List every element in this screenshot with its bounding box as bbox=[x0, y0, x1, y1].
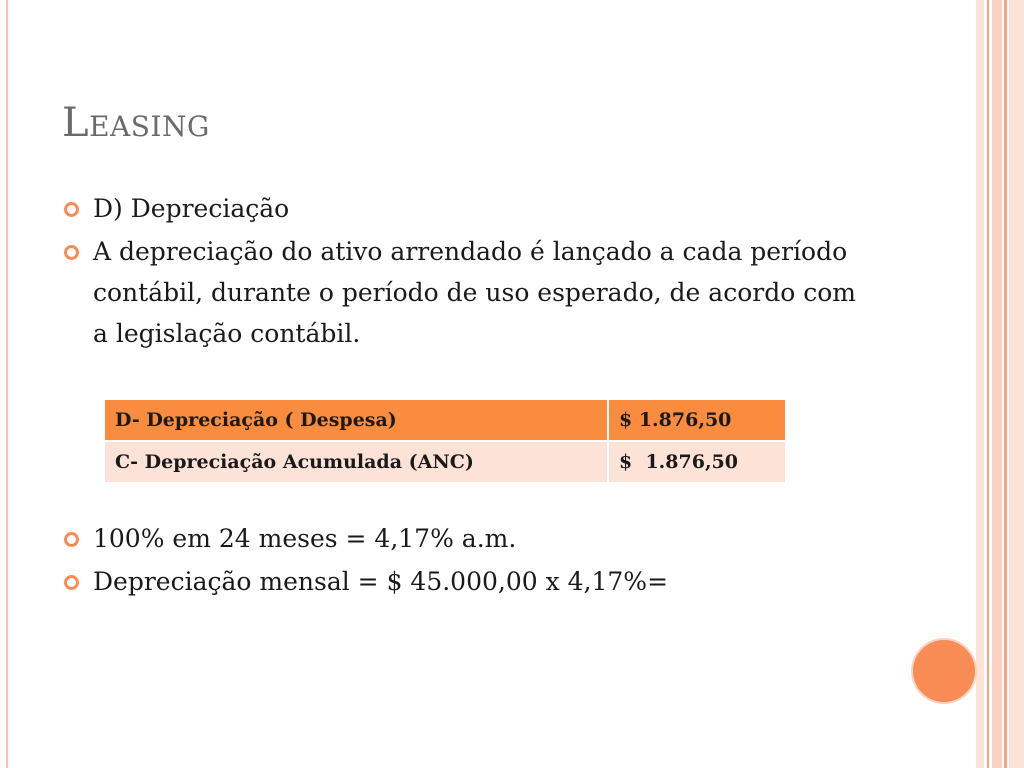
ring-bullet-icon bbox=[64, 532, 79, 547]
decor-stripe bbox=[976, 0, 984, 768]
bullet-text: 100% em 24 meses = 4,17% a.m. bbox=[93, 524, 517, 553]
bullet-item bbox=[62, 518, 862, 559]
bullet-text: A depreciação do ativo arrendado é lançado a cada período contábil, durante o período de uso esperado, de acordo com a legislação contábil. bbox=[93, 237, 856, 348]
decor-stripe bbox=[992, 0, 1002, 768]
bullet-item bbox=[62, 188, 862, 229]
bullet-item bbox=[62, 561, 862, 602]
bullet-text: D) Depreciação bbox=[93, 194, 290, 223]
ring-bullet-icon bbox=[64, 575, 79, 590]
table-cell-account: D- Depreciação ( Despesa) bbox=[104, 399, 608, 441]
bullet-list-upper bbox=[62, 188, 862, 356]
table-cell-account: C- Depreciação Acumulada (ANC) bbox=[104, 441, 608, 483]
left-border bbox=[0, 0, 8, 768]
table-cell-amount: $ 1.876,50 bbox=[608, 441, 786, 483]
table-cell-amount: $ 1.876,50 bbox=[608, 399, 786, 441]
ring-bullet-icon bbox=[64, 245, 79, 260]
bullet-text: Depreciação mensal = $ 45.000,00 x 4,17%= bbox=[93, 567, 669, 596]
orange-circle-icon bbox=[913, 640, 975, 702]
bullet-list-lower bbox=[62, 518, 862, 604]
slide-title: Leasing bbox=[62, 100, 210, 146]
ring-bullet-icon bbox=[64, 202, 79, 217]
decor-stripe bbox=[987, 0, 989, 768]
decor-stripe bbox=[1009, 0, 1024, 768]
decor-stripe bbox=[1004, 0, 1007, 768]
table-row bbox=[104, 399, 786, 441]
bullet-item bbox=[62, 231, 862, 354]
table-row bbox=[104, 441, 786, 483]
depreciation-table bbox=[103, 398, 787, 484]
